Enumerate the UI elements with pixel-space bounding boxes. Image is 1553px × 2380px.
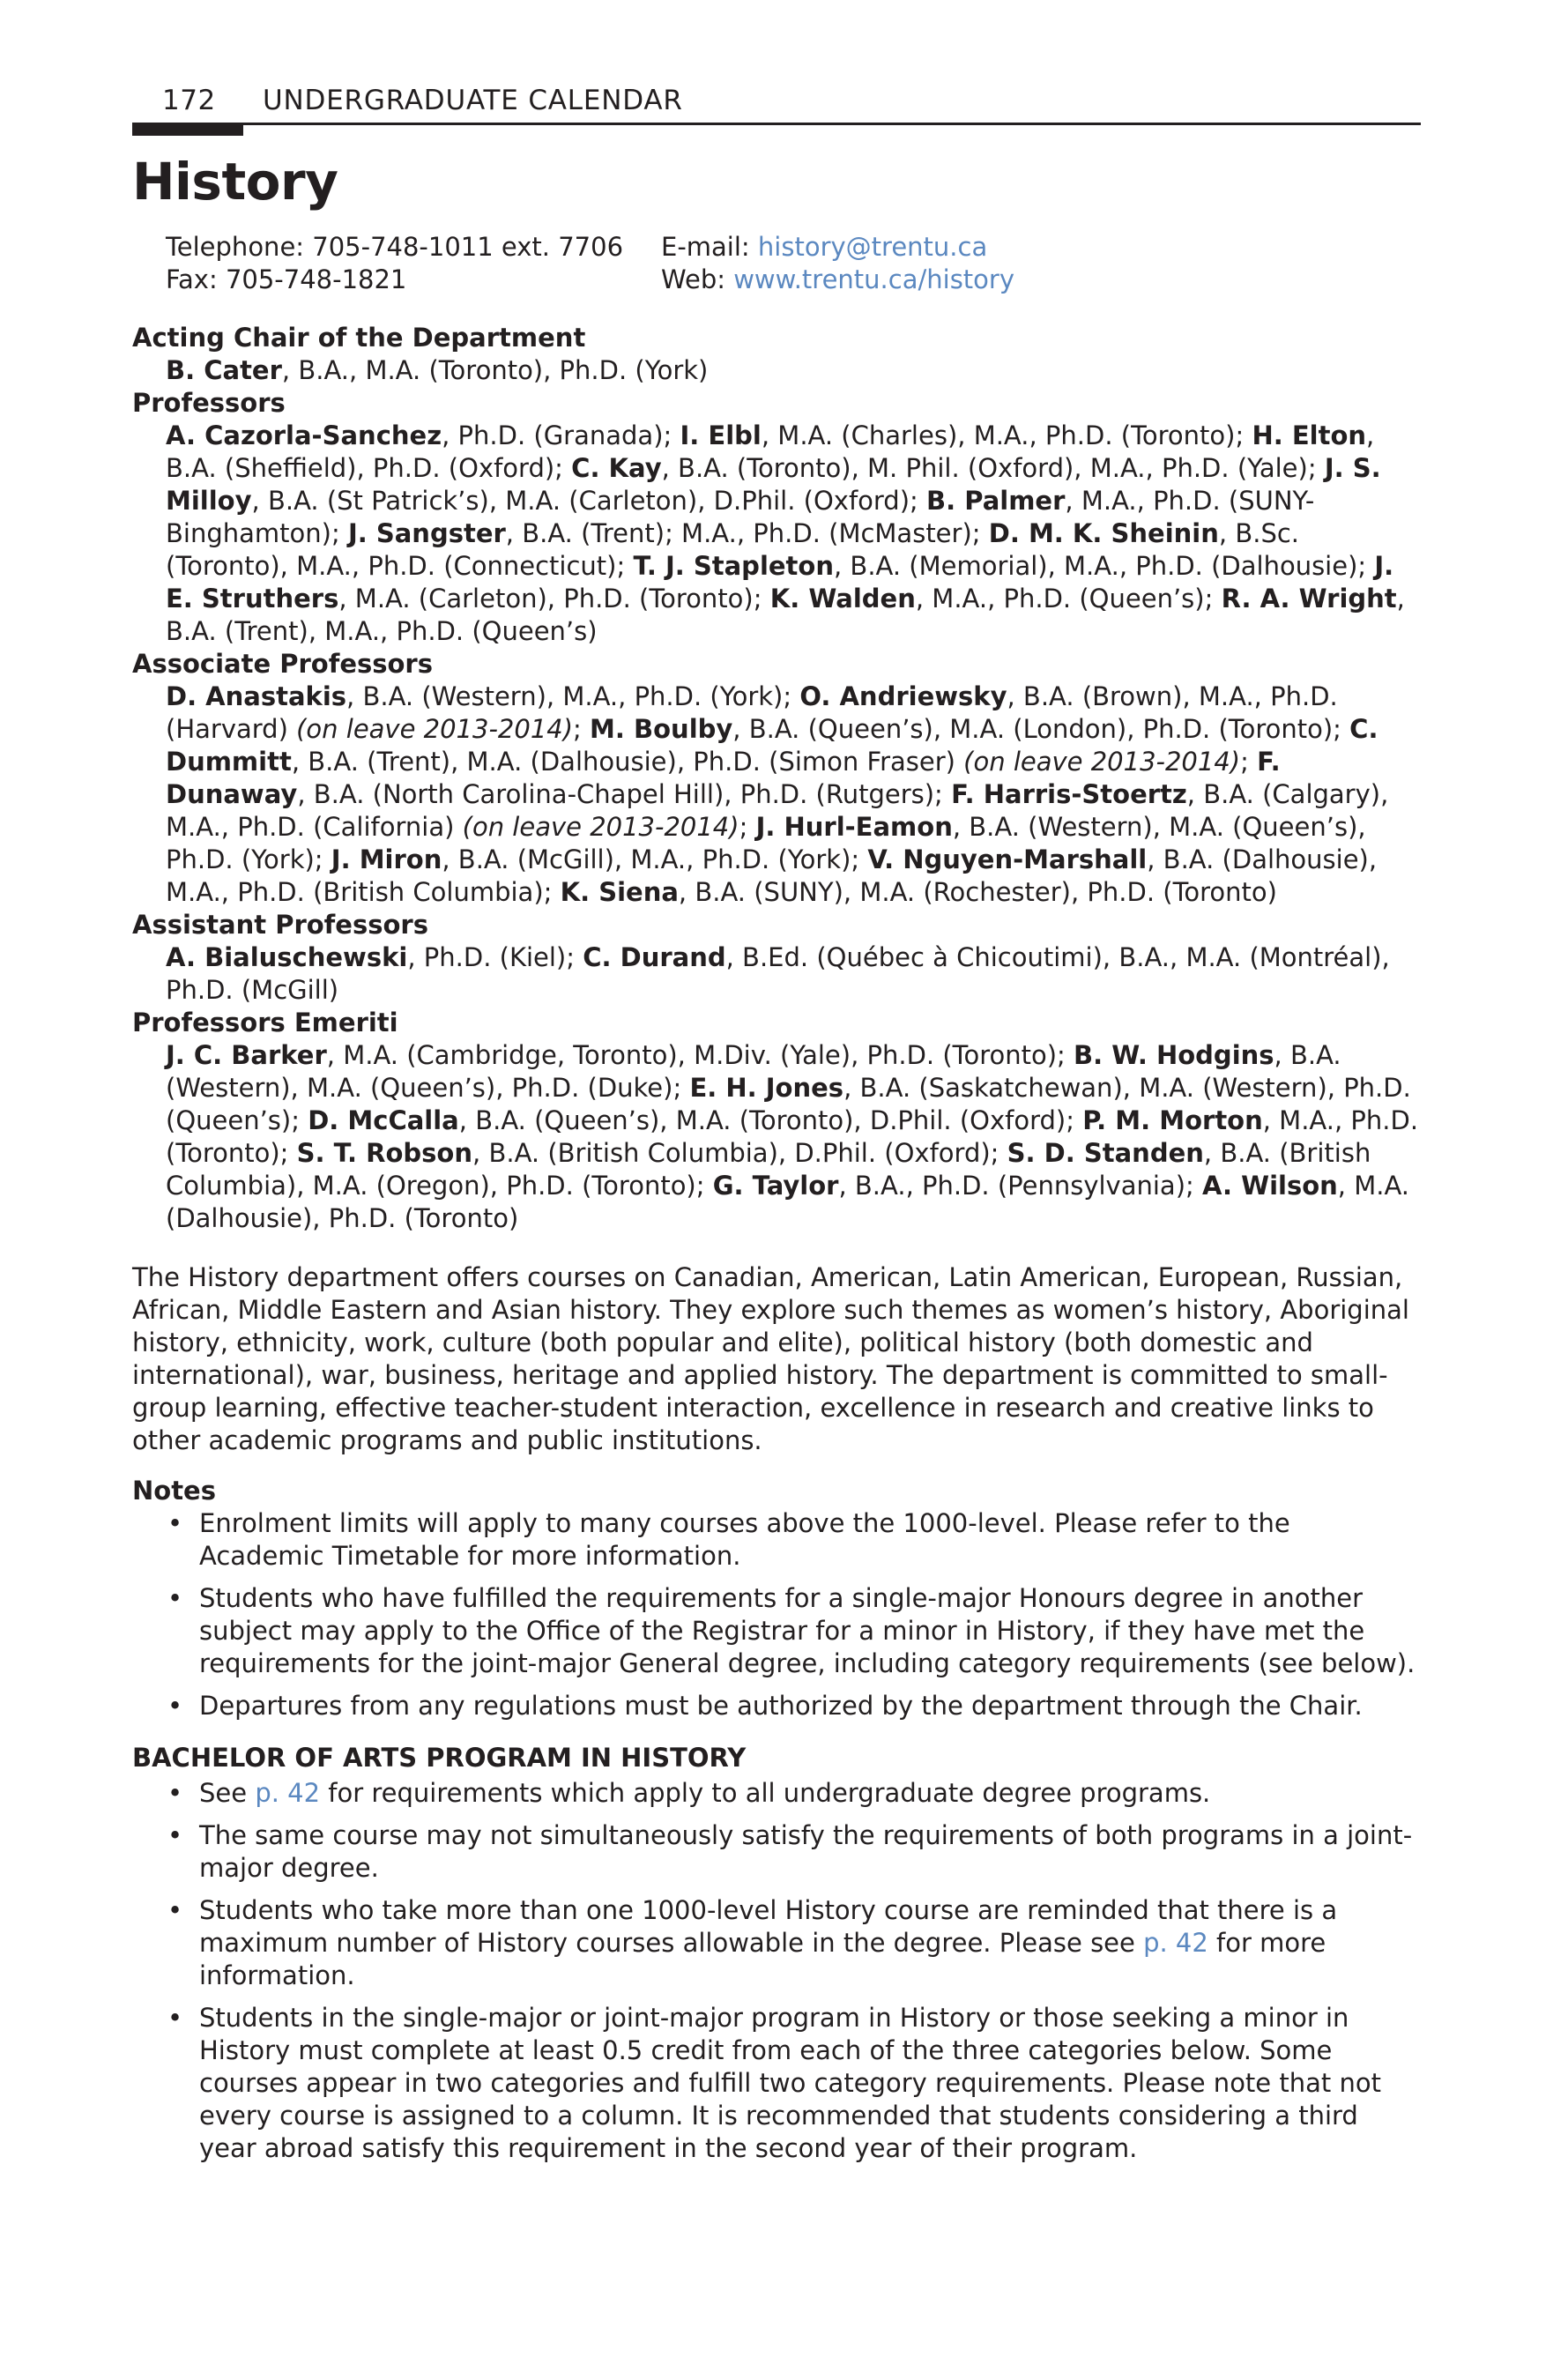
faculty-name: C. Durand — [583, 942, 726, 972]
faculty-name: V. Nguyen-Marshall — [867, 844, 1148, 874]
leave-note: (on leave 2013-2014) — [963, 747, 1241, 777]
list-item: • See p. 42 for requirements which apply to all undergraduate degree programs. — [167, 1778, 1211, 1808]
faculty-name: J. Hurl-Eamon — [755, 812, 953, 842]
faculty-name: T. J. Stapleton — [633, 551, 834, 581]
associate-professors-list: D. Anastakis, B.A. (Western), M.A., Ph.D. (York); O. Andriewsky, B.A. (Brown), M.A., Ph.D. (Harvard) (on leave 2013-2014); M. Boulby, B.A. (Queen’s), M.A. (London), Ph.D. (Toronto); C. Dummitt, B.A. (Trent), M.A. (Dalhousie), Ph.D. (Simon Fraser) (on leave 2013-2014); F. Dunaway, B.A. (North Carolina-Chapel Hill), Ph.D. (Rutgers); F. Harris-Stoertz, B.A. (Calgary), M.A., Ph.D. (California) (on leave 2013-2014); J. Hurl-Eamon, B.A. (Western), M.A. (Queen’s), Ph.D. (York); J. Miron, B.A. (McGill), M.A., Ph.D. (York); V. Nguyen-Marshall, B.A. (Dalhousie), M.A., Ph.D. (British Columbia); K. Siena, B.A. (SUNY), M.A. (Rochester), Ph.D. (Toronto) — [166, 681, 1389, 907]
bullet-icon: • — [167, 1508, 183, 1538]
faculty-name: B. Cater — [166, 355, 282, 385]
faculty-name: K. Walden — [769, 584, 916, 614]
faculty-name: R. A. Wright — [1221, 584, 1397, 614]
faculty-name: J. Miron — [331, 844, 442, 874]
email-label: E-mail: — [661, 232, 758, 262]
contact-phone-fax — [166, 231, 623, 296]
faculty-name: K. Siena — [560, 877, 679, 907]
faculty-name: J. E. Struthers — [166, 551, 1394, 614]
faculty-name: C. Dummitt — [166, 714, 1378, 777]
contact-email-web — [661, 231, 1014, 296]
faculty-name: J. C. Barker — [166, 1040, 327, 1070]
leave-note: (on leave 2013-2014) — [462, 812, 739, 842]
bullet-icon: • — [167, 1820, 183, 1850]
list-item: • Students who have fulfilled the requirements for a single-major Honours degree in another subject may apply to the Office of the Registrar for a minor in History, if they have met the requirements for the joint-major General degree, including category requirements (see below). — [167, 1583, 1416, 1678]
faculty-name: J. Sangster — [347, 518, 506, 548]
assistant-professors-list: A. Bialuschewski, Ph.D. (Kiel); C. Durand, B.Ed. (Québec à Chicoutimi), B.A., M.A. (Montréal), Ph.D. (McGill) — [166, 942, 1390, 1005]
acting-chair-heading: Acting Chair of the Department — [132, 323, 586, 353]
list-item: • Departures from any regulations must be authorized by the department through the Chair. — [167, 1691, 1363, 1721]
faculty-name: G. Taylor — [712, 1171, 839, 1201]
bullet-icon: • — [167, 1778, 183, 1808]
running-header-title: UNDERGRADUATE CALENDAR — [263, 85, 683, 116]
professors-list: A. Cazorla-Sanchez, Ph.D. (Granada); I. Elbl, M.A. (Charles), M.A., Ph.D. (Toronto); H. Elton, B.A. (Sheffield), Ph.D. (Oxford); C. Kay, B.A. (Toronto), M. Phil. (Oxford), M.A., Ph.D. (Yale); J. S. Milloy, B.A. (St Patrick’s), M.A. (Carleton), D.Phil. (Oxford); B. Palmer, M.A., Ph.D. (SUNY-Binghamton); J. Sangster, B.A. (Trent); M.A., Ph.D. (McMaster); D. M. K. Sheinin, B.Sc. (Toronto), M.A., Ph.D. (Connecticut); T. J. Stapleton, B.A. (Memorial), M.A., Ph.D. (Dalhousie); J. E. Struthers, M.A. (Carleton), Ph.D. (Toronto); K. Walden, M.A., Ph.D. (Queen’s); R. A. Wright, B.A. (Trent), M.A., Ph.D. (Queen’s) — [166, 420, 1405, 646]
page-reference-link[interactable]: p. 42 — [255, 1778, 321, 1808]
fax: Fax: 705-748-1821 — [166, 264, 407, 294]
main-content — [132, 322, 1421, 2183]
list-item: • Students who take more than one 1000-level History course are reminded that there is a maximum number of History courses allowable in the degree. Please see p. 42 for more information. — [167, 1895, 1338, 1990]
ba-program-heading: BACHELOR OF ARTS PROGRAM IN HISTORY — [132, 1743, 747, 1773]
list-item: • The same course may not simultaneously satisfy the requirements of both programs in a joint-major degree. — [167, 1820, 1413, 1883]
header-rule — [132, 123, 1421, 125]
web-label: Web: — [661, 264, 734, 294]
header-tab-bar — [132, 123, 243, 136]
faculty-name: J. S. Milloy — [166, 453, 1381, 516]
faculty-name: S. T. Robson — [296, 1138, 473, 1168]
email-line — [661, 231, 1014, 264]
list-item: • Students in the single-major or joint-major program in History or those seeking a minor in History must complete at least 0.5 credit from each of the three categories below. Some courses appear in two categories and fulfill two category requirements. Please note that not every course is assigned to a column. It is recommended that students considering a third year abroad satisfy this requirement in the second year of their program. — [167, 2003, 1381, 2163]
assistant-professors-heading: Assistant Professors — [132, 910, 428, 940]
faculty-name: F. Dunaway — [166, 747, 1281, 809]
professors-emeriti-heading: Professors Emeriti — [132, 1008, 398, 1038]
faculty-name: S. D. Standen — [1007, 1138, 1204, 1168]
faculty-name: I. Elbl — [680, 420, 762, 450]
faculty-name: B. W. Hodgins — [1074, 1040, 1274, 1070]
notes-list — [132, 1507, 1421, 1722]
email-link[interactable]: history@trentu.ca — [757, 232, 988, 262]
professors-emeriti-list: J. C. Barker, M.A. (Cambridge, Toronto), M.Div. (Yale), Ph.D. (Toronto); B. W. Hodgins, B.A. (Western), M.A. (Queen’s), Ph.D. (Duke); E. H. Jones, B.A. (Saskatchewan), M.A. (Western), Ph.D. (Queen’s); D. McCalla, B.A. (Queen’s), M.A. (Toronto), D.Phil. (Oxford); P. M. Morton, M.A., Ph.D. (Toronto); S. T. Robson, B.A. (British Columbia), D.Phil. (Oxford); S. D. Standen, B.A. (British Columbia), M.A. (Oregon), Ph.D. (Toronto); G. Taylor, B.A., Ph.D. (Pennsylvania); A. Wilson, M.A. (Dalhousie), Ph.D. (Toronto) — [166, 1040, 1419, 1233]
faculty-name: A. Bialuschewski — [166, 942, 408, 972]
department-intro: The History department offers courses on Canadian, American, Latin American, European, Russian, African, Middle Eastern and Asian history. They explore such themes as women’s history, Aboriginal history, ethnicity, work, culture (both popular and elite), political history (both domestic and international), war, business, heritage and applied history. The department is committed to small-group learning, effective teacher-student interaction, excellence in research and creative links to other academic programs and public institutions. — [132, 1262, 1409, 1455]
professors-heading: Professors — [132, 388, 286, 418]
bullet-icon: • — [167, 1583, 183, 1613]
faculty-name: C. Kay — [571, 453, 662, 483]
leave-note: (on leave 2013-2014) — [296, 714, 574, 744]
bullet-icon: • — [167, 1895, 183, 1925]
acting-chair-entry: B. Cater, B.A., M.A. (Toronto), Ph.D. (York) — [166, 355, 709, 385]
faculty-name: B. Palmer — [926, 486, 1066, 516]
notes-heading: Notes — [132, 1476, 216, 1506]
faculty-name: A. Wilson — [1202, 1171, 1338, 1201]
faculty-name: M. Boulby — [590, 714, 733, 744]
faculty-name: P. M. Morton — [1082, 1105, 1263, 1135]
associate-professors-heading: Associate Professors — [132, 649, 433, 679]
web-line — [661, 264, 1014, 296]
faculty-name: F. Harris-Stoertz — [951, 779, 1187, 809]
faculty-name: D. McCalla — [308, 1105, 459, 1135]
telephone: Telephone: 705-748-1011 ext. 7706 — [166, 232, 624, 262]
running-header — [132, 85, 1421, 123]
faculty-name: A. Cazorla-Sanchez — [166, 420, 442, 450]
bullet-icon: • — [167, 2003, 183, 2033]
bullet-icon: • — [167, 1691, 183, 1721]
faculty-name: E. H. Jones — [689, 1073, 844, 1103]
faculty-name: D. Anastakis — [166, 681, 347, 711]
list-item: • Enrolment limits will apply to many courses above the 1000-level. Please refer to the Academic Timetable for more information. — [167, 1508, 1290, 1571]
faculty-name: D. M. K. Sheinin — [988, 518, 1219, 548]
ba-program-list — [132, 1777, 1421, 2165]
page-reference-link[interactable]: p. 42 — [1143, 1928, 1208, 1958]
page-number: 172 — [162, 85, 216, 116]
web-link[interactable]: www.trentu.ca/history — [733, 264, 1015, 294]
page-title: History — [132, 152, 338, 212]
faculty-name: H. Elton — [1252, 420, 1367, 450]
faculty-name: O. Andriewsky — [799, 681, 1007, 711]
